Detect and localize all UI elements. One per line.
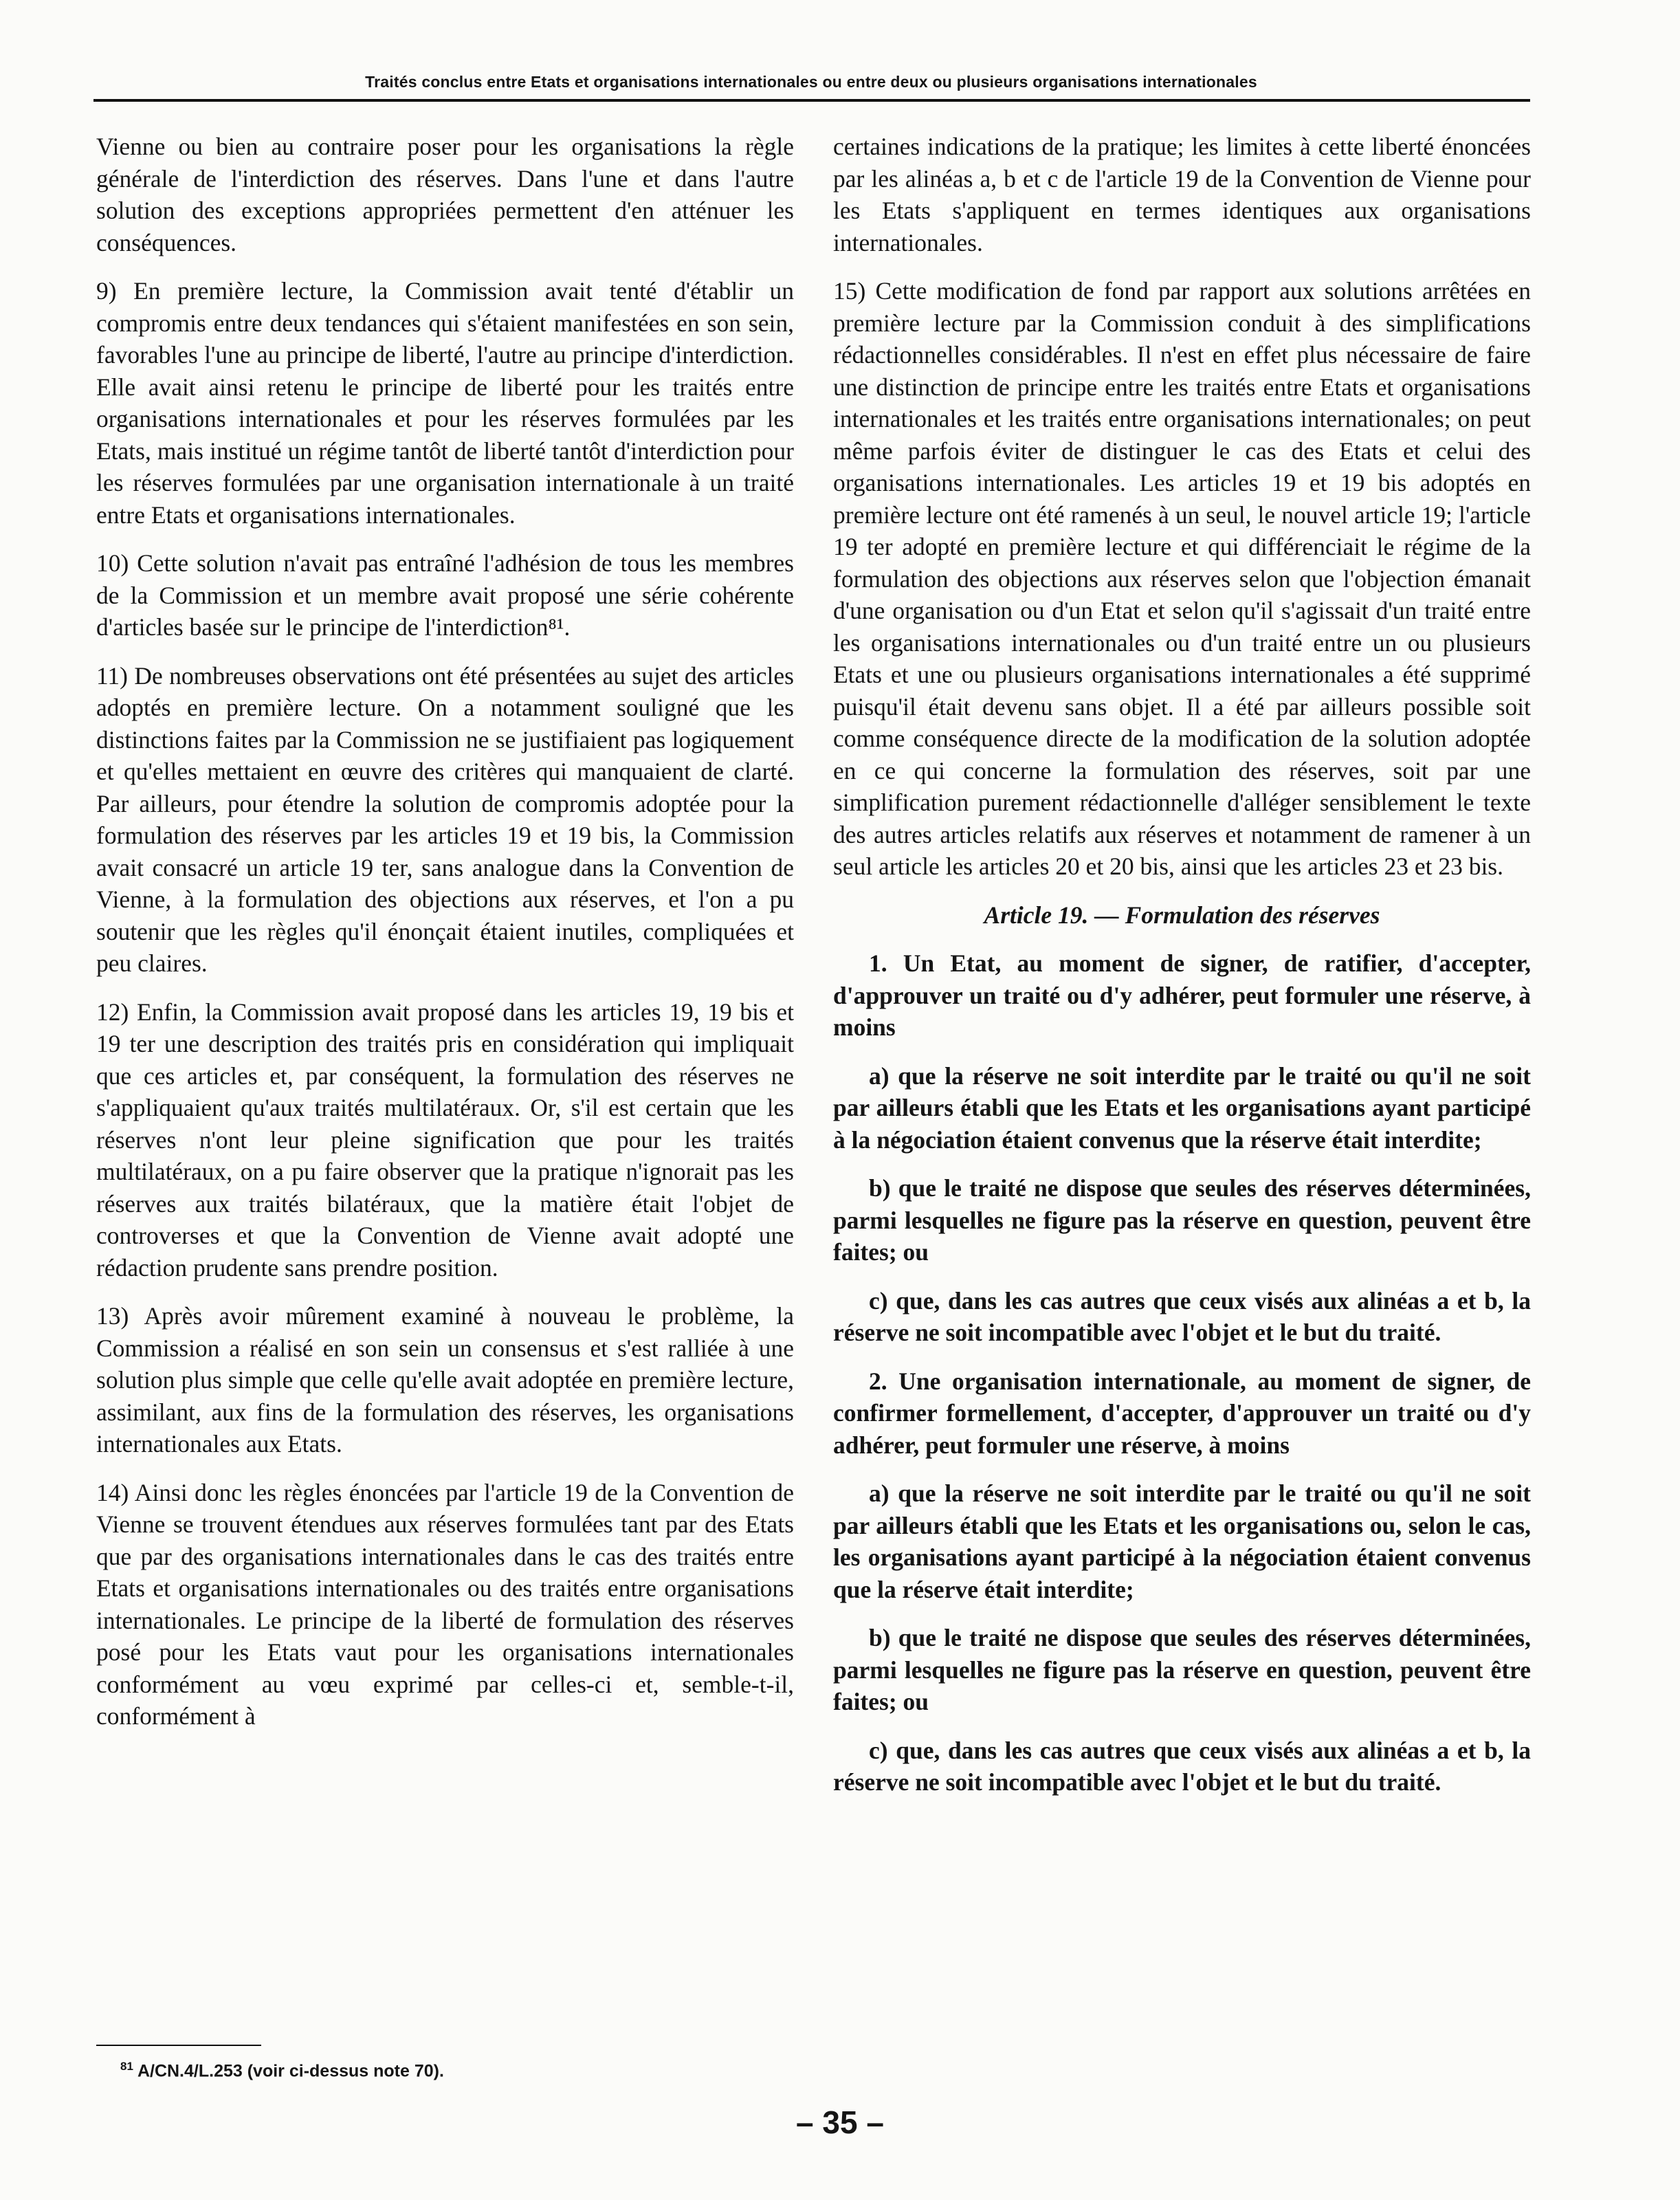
article-paragraph-2: 2. Une organisation internationale, au moment de signer, de confirmer formellement, d'accepter, d'approuver un traité ou d'y adhérer, peut formuler une réserve, à moins — [833, 1367, 1531, 1459]
paragraph-12: 12) Enfin, la Commission avait proposé dans les articles 19, 19 bis et 19 ter une description des traités pris en considération qui impliquait que ces articles et, par conséquent, la formulation des réserves ne s'appliquaient qu'aux traités multilatéraux. Or, s'il est certain que les réserves n'ont leur pleine signification que pour les traités multilatéraux, on a pu faire observer que la pratique n'ignorait pas les réserves aux traités bilatéraux, que la matière était l'objet de controverses et que la Convention de Vienne avait adopté une rédaction prudente sans prendre position. — [96, 998, 794, 1282]
paragraph-10: 10) Cette solution n'avait pas entraîné l'adhésion de tous les membres de la Commission et un membre avait proposé une série cohérente d'articles basée sur le principe de l'interdiction⁸¹. — [96, 549, 794, 641]
header-rule — [93, 99, 1530, 102]
article-subparagraph-2c: c) que, dans les cas autres que ceux visés aux alinéas a et b, la réserve ne soit incompatible avec l'objet et le but du traité. — [833, 1736, 1531, 1796]
left-column — [96, 131, 794, 1749]
right-column — [833, 131, 1531, 1815]
article-subparagraph-2a: a) que la réserve ne soit interdite par le traité ou qu'il ne soit par ailleurs établi que les Etats et les organisations ou, selon le cas, les organisations ayant participé à la négociation étaient convenus que la réserve était interdite; — [833, 1480, 1531, 1603]
article-subparagraph-1a: a) que la réserve ne soit interdite par le traité ou qu'il ne soit par ailleurs établi que les Etats et les organisations ayant participé à la négociation étaient convenus que la réserve était interdite; — [833, 1062, 1531, 1154]
footnote-marker: 81 — [120, 2060, 133, 2073]
article-subparagraph-1c: c) que, dans les cas autres que ceux visés aux alinéas a et b, la réserve ne soit incompatible avec l'objet et le but du traité. — [833, 1286, 1531, 1346]
footnote-rule — [96, 2045, 261, 2046]
paragraph-continuation: Vienne ou bien au contraire poser pour les organisations la règle générale de l'interdiction des réserves. Dans l'une et dans l'autre solution des exceptions appropriées permettent d'en atténuer les conséquences. — [96, 133, 794, 256]
article-subparagraph-1b: b) que le traité ne dispose que seules des réserves déterminées, parmi lesquelles ne figure pas la réserve en question, peuvent être faites; ou — [833, 1174, 1531, 1266]
footnote — [120, 2060, 444, 2081]
paragraph-14: 14) Ainsi donc les règles énoncées par l'article 19 de la Convention de Vienne se trouvent étendues aux réserves formulées tant par des Etats que par des organisations internationales dans le cas des traités entre Etats et organisations internationales ou des traités entre organisations internationales. Le principe de la liberté de formulation des réserves posé pour les Etats vaut pour les organisations internationales conformément au vœu exprimé par celles-ci et, semble-t-il, conformément à — [96, 1478, 794, 1730]
paragraph-15: 15) Cette modification de fond par rapport aux solutions arrêtées en première lecture par la Commission conduit à des simplifications rédactionnelles considérables. Il n'est en effet plus nécessaire de faire une distinction de principe entre les traités entre Etats et organisations internationales et les traités entre organisations internationales; on peut même parfois éviter de distinguer le cas des Etats et celui des organisations internationales. Les articles 19 et 19 bis adoptés en première lecture ont été ramenés à un seul, le nouvel article 19; l'article 19 ter adopté en première lecture et qui différenciait le régime de la formulation des objections aux réserves selon que l'objection émanait d'une organisation ou d'un Etat et selon qu'il s'agissait d'un traité entre les organisations internationales ou d'un traité entre un ou plusieurs Etats et une ou plusieurs organisations internationales a été supprimé puisqu'il était devenu sans objet. Il a été par ailleurs possible soit comme conséquence directe de la modification de la solution adoptée en ce qui concerne la formulation des réserves, soit par une simplification purement rédactionnelle d'alléger sensiblement le texte des autres articles relatifs aux réserves et notamment de ramener à un seul article les articles 20 et 20 bis, ainsi que les articles 23 et 23 bis. — [833, 277, 1531, 880]
page-number: – 35 – — [796, 2104, 884, 2140]
paragraph-13: 13) Après avoir mûrement examiné à nouveau le problème, la Commission a réalisé en son sein un consensus et s'est ralliée à une solution plus simple que celle qu'elle avait adoptée en première lecture, assimilant, aux fins de la formulation des réserves, les organisations internationales aux Etats. — [96, 1302, 794, 1458]
article-subparagraph-2b: b) que le traité ne dispose que seules des réserves déterminées, parmi lesquelles ne figure pas la réserve en question, peuvent être faites; ou — [833, 1624, 1531, 1715]
paragraph-9: 9) En première lecture, la Commission avait tenté d'établir un compromis entre deux tendances qui s'étaient manifestées en son sein, favorables l'une au principe de liberté, l'autre au principe d'interdiction. Elle avait ainsi retenu le principe de liberté pour les traités entre organisations internationales et pour les réserves formulées par les Etats, mais institué un régime tantôt de liberté tantôt d'interdiction pour les réserves formulées par une organisation internationale à un traité entre Etats et organisations internationales. — [96, 277, 794, 529]
article-heading: Article 19. — Formulation des réserves — [984, 901, 1380, 929]
article-paragraph-1: 1. Un Etat, au moment de signer, de ratifier, d'accepter, d'approuver un traité ou d'y adhérer, peut formuler une réserve, à moins — [833, 949, 1531, 1041]
running-head: Traités conclus entre Etats et organisations internationales ou entre deux ou plusieurs organisations internationales — [365, 73, 1257, 91]
paragraph-11: 11) De nombreuses observations ont été présentées au sujet des articles adoptés en première lecture. On a notamment souligné que les distinctions faites par la Commission ne se justifiaient pas logiquement et qu'elles mettaient en œuvre des critères qui manquaient de clarté. Par ailleurs, pour étendre la solution de compromis adoptée pour la formulation des réserves par les articles 19 et 19 bis, la Commission avait consacré un article 19 ter, sans analogue dans la Convention de Vienne, à la formulation des objections aux réserves, et l'on a pu soutenir que les règles qu'il énonçait étaient inutiles, compliquées et peu claires. — [96, 661, 794, 977]
footnote-text: A/CN.4/L.253 (voir ci-dessus note 70). — [137, 2061, 444, 2081]
paragraph-14-continued: certaines indications de la pratique; les limites à cette liberté énoncées par les alinéas a, b et c de l'article 19 de la Convention de Vienne pour les Etats s'appliquent en termes identiques aux organisations internationales. — [833, 133, 1531, 256]
